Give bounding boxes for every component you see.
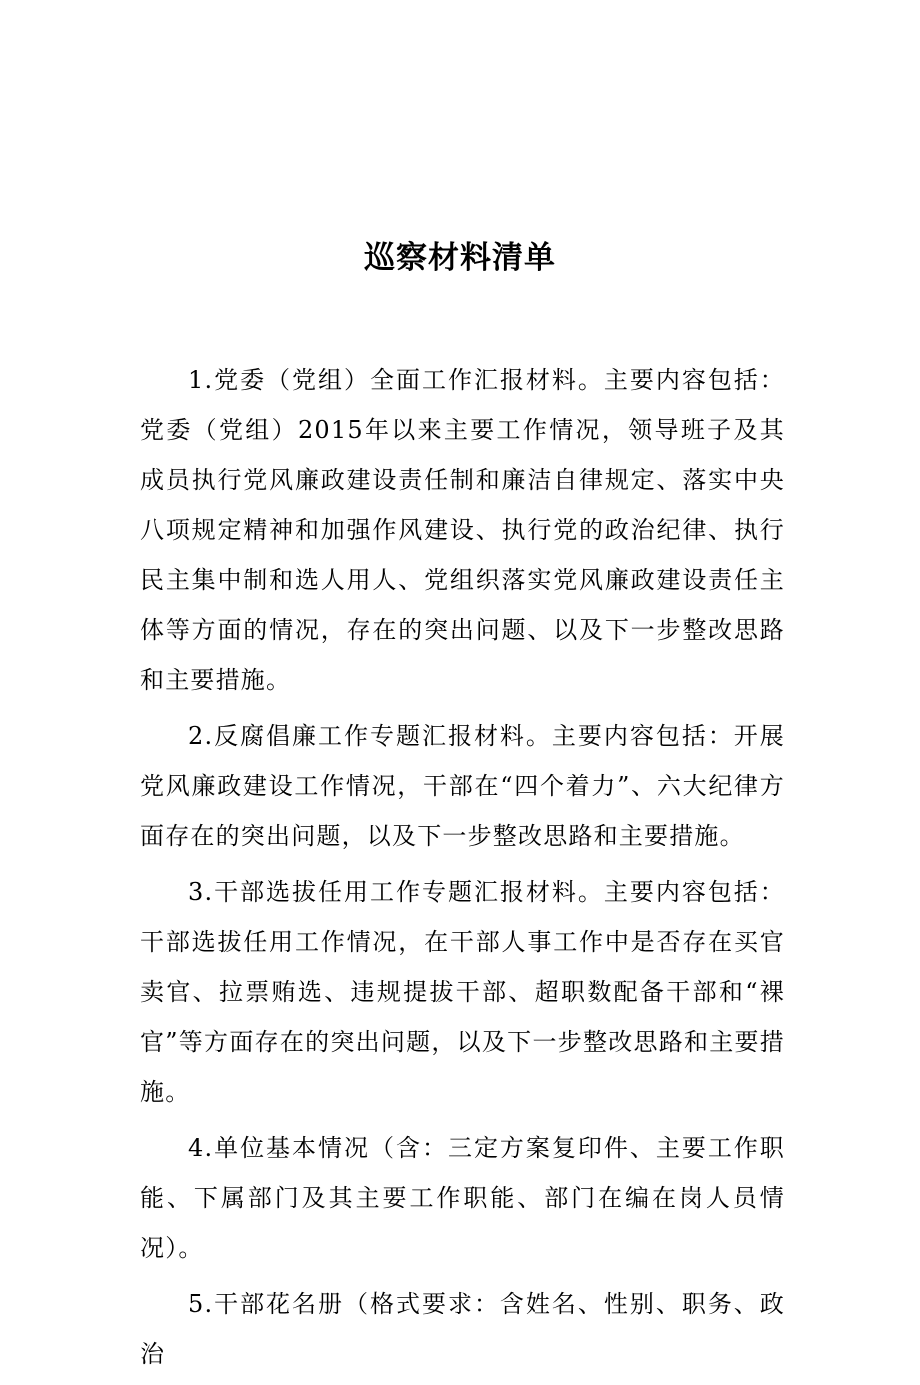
list-item: 5.干部花名册（格式要求：含姓名、性别、职务、政治	[140, 1290, 785, 1368]
document-body	[140, 355, 785, 1385]
list-item: 4.单位基本情况（含：三定方案复印件、主要工作职能、下属部门及其主要工作职能、部门在编在岗人员情况）。	[140, 1134, 785, 1262]
list-item: 3.干部选拔任用工作专题汇报材料。主要内容包括：干部选拔任用工作情况，在干部人事工作中是否存在买官卖官、拉票贿选、违规提拔干部、超职数配备干部和“裸官”等方面存在的突出问题，以及下一步整改思路和主要措施。	[140, 878, 785, 1106]
list-item: 1.党委（党组）全面工作汇报材料。主要内容包括：党委（党组）2015年以来主要工作情况，领导班子及其成员执行党风廉政建设责任制和廉洁自律规定、落实中央八项规定精神和加强作风建设、执行党的政治纪律、执行民主集中制和选人用人、党组织落实党风廉政建设责任主体等方面的情况，存在的突出问题、以及下一步整改思路和主要措施。	[140, 366, 785, 694]
document-title: 巡察材料清单	[364, 240, 556, 276]
list-item: 2.反腐倡廉工作专题汇报材料。主要内容包括：开展党风廉政建设工作情况，干部在“四个着力”、六大纪律方面存在的突出问题，以及下一步整改思路和主要措施。	[140, 722, 785, 850]
